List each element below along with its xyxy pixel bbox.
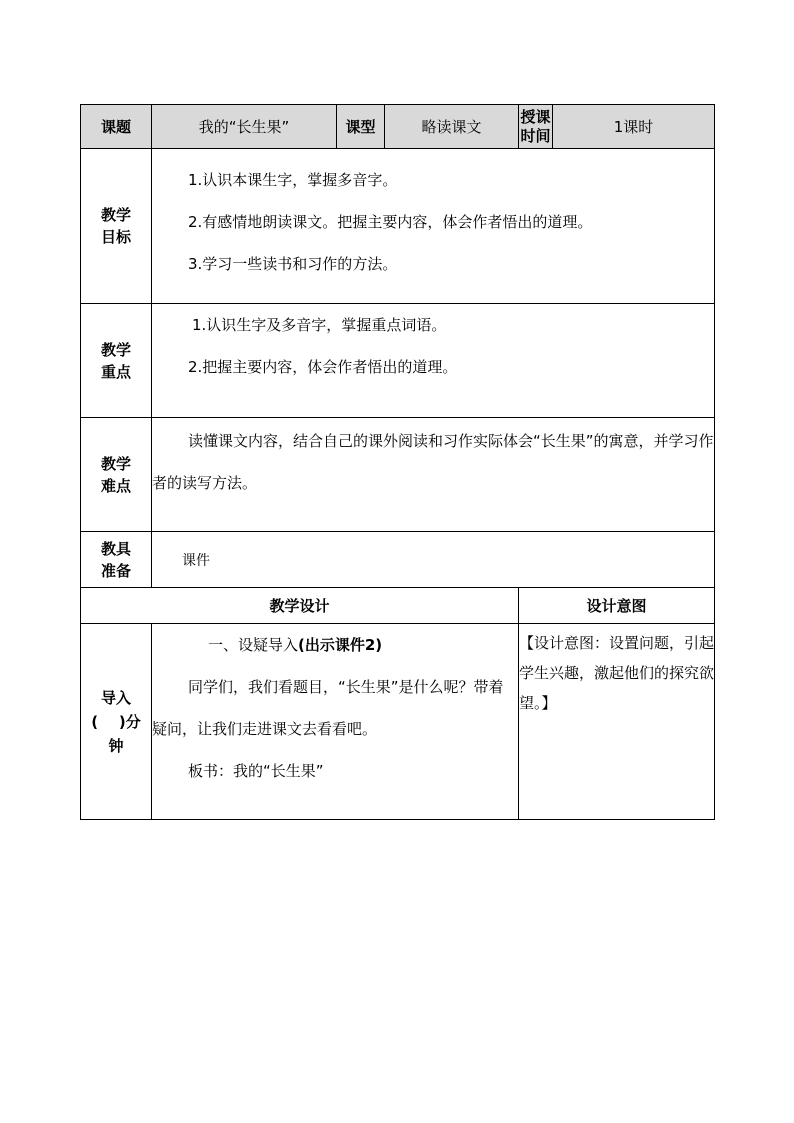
goal-item: 3.学习一些读书和习作的方法。	[188, 255, 398, 273]
topic-label: 课题	[81, 105, 152, 149]
header-row	[81, 105, 715, 149]
materials-value: 课件	[152, 532, 715, 588]
goal-item: 1.认识本课生字，掌握多音字。	[188, 171, 398, 189]
goals-row	[81, 149, 715, 304]
time-label-line2: 时间	[520, 126, 551, 145]
difficulties-content	[152, 418, 715, 532]
goal-item: 2.有感情地朗读课文。把握主要内容，体会作者悟出的道理。	[188, 213, 593, 231]
goals-content	[152, 149, 715, 304]
intro-board: 板书：我的“长生果”	[188, 762, 324, 780]
difficulties-row	[81, 418, 715, 532]
time-value: 1课时	[553, 105, 715, 149]
goals-label: 教学 目标	[81, 149, 152, 304]
intro-intent: 【设计意图：设置问题，引起学生兴趣，激起他们的探究欲望。】	[519, 624, 715, 820]
key-points-row	[81, 304, 715, 418]
topic-value: 我的“长生果”	[152, 105, 337, 149]
lesson-plan-table	[80, 104, 715, 820]
intro-design	[152, 624, 519, 820]
key-points-label: 教学 重点	[81, 304, 152, 418]
intro-paragraph: 同学们，我们看题目，“长生果”是什么呢？带着疑问，让我们走进课文去看看吧。	[152, 678, 504, 738]
materials-label: 教具 准备	[81, 532, 152, 588]
intro-step: 一、设疑导入(出示课件2)	[208, 636, 383, 654]
intro-row	[81, 624, 715, 820]
design-header-row	[81, 588, 715, 624]
key-point-item: 2.把握主要内容，体会作者悟出的道理。	[188, 358, 458, 376]
materials-row	[81, 532, 715, 588]
difficulties-label: 教学 难点	[81, 418, 152, 532]
intro-label: 导入 ( )分 钟	[81, 624, 152, 820]
key-points-content	[152, 304, 715, 418]
key-point-item: 1.认识生字及多音字，掌握重点词语。	[192, 316, 447, 334]
intent-header: 设计意图	[519, 588, 715, 624]
design-header: 教学设计	[81, 588, 519, 624]
type-value: 略读课文	[385, 105, 519, 149]
time-label-line1: 授课	[520, 107, 551, 126]
type-label: 课型	[337, 105, 385, 149]
time-label	[519, 105, 553, 149]
difficulties-text: 读懂课文内容，结合自己的课外阅读和习作实际体会“长生果”的寓意，并学习作者的读写方法。	[152, 432, 714, 492]
